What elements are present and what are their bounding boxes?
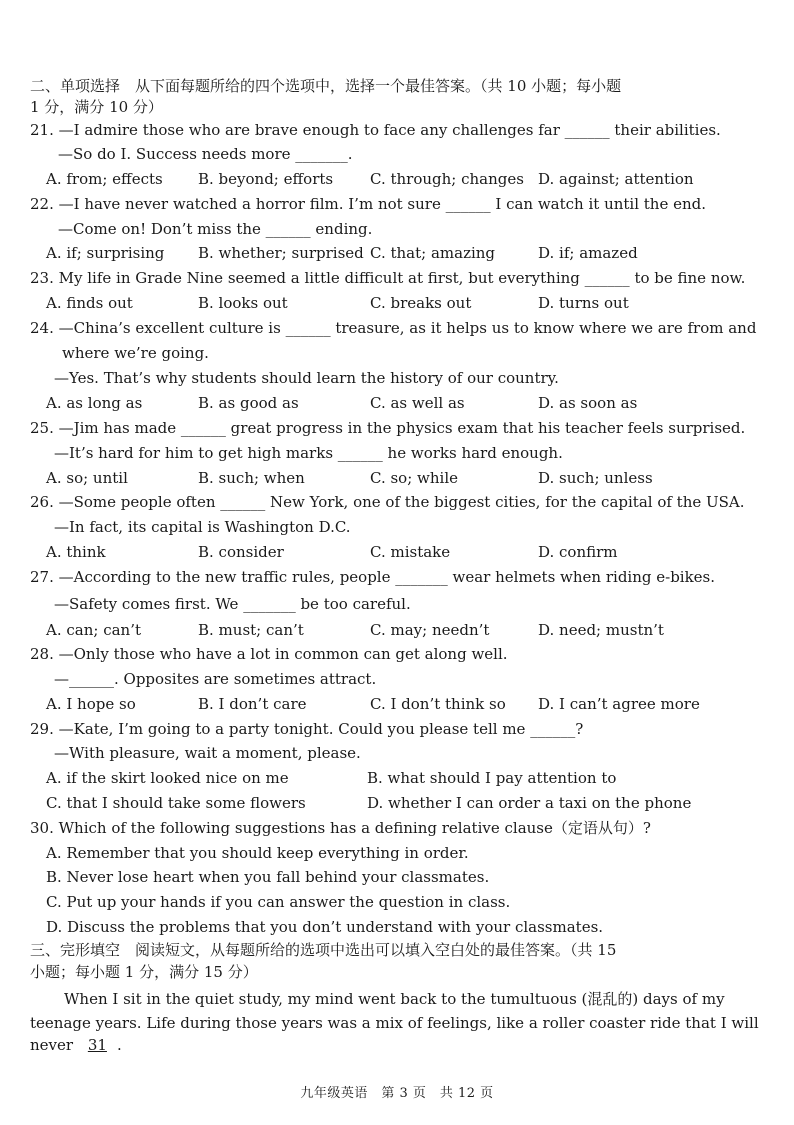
question-26: 26. —Some people often ______ New York, one of the biggest cities, for the capital of the USA. — [30, 493, 745, 511]
section3-heading-cont: 小题；每小题 1 分，满分 15 分） — [30, 963, 258, 981]
q21-option-c[interactable]: C. through; changes — [370, 170, 524, 188]
q24-option-c[interactable]: C. as well as — [370, 394, 465, 412]
section2-heading: 二、单项选择 从下面每题所给的四个选项中，选择一个最佳答案。（共 10 小题；每小题 — [30, 77, 622, 95]
q26-option-d[interactable]: D. confirm — [538, 543, 618, 561]
question-23: 23. My life in Grade Nine seemed a little difficult at first, but everything ______ to be fine now. — [30, 269, 746, 287]
passage-line-3 — [30, 1035, 122, 1055]
question-25: 25. —Jim has made ______ great progress in the physics exam that his teacher feels surprised. — [30, 419, 746, 437]
q28-option-b[interactable]: B. I don’t care — [198, 695, 307, 713]
question-25-reply: —It’s hard for him to get high marks ______ he works hard enough. — [54, 444, 563, 462]
q29-option-a[interactable]: A. if the skirt looked nice on me — [46, 769, 289, 787]
page-footer: 九年级英语 第 3 页 共 12 页 — [300, 1086, 494, 1101]
question-22-reply: —Come on! Don’t miss the ______ ending. — [58, 220, 373, 238]
section3-heading: 三、完形填空 阅读短文，从每题所给的选项中选出可以填入空白处的最佳答案。（共 15 — [30, 941, 617, 959]
question-24: 24. —China’s excellent culture is ______ treasure, as it helps us to know where we are from and — [30, 319, 757, 337]
q27-option-d[interactable]: D. need; mustn’t — [538, 621, 664, 639]
q30-option-a[interactable]: A. Remember that you should keep everything in order. — [46, 844, 469, 862]
question-29: 29. —Kate, I’m going to a party tonight. Could you please tell me ______? — [30, 720, 584, 738]
question-22: 22. —I have never watched a horror film. I’m not sure ______ I can watch it until the end. — [30, 195, 707, 213]
section2-heading-cont: 1 分，满分 10 分） — [30, 98, 163, 116]
q29-option-c[interactable]: C. that I should take some flowers — [46, 794, 306, 812]
q22-option-b[interactable]: B. whether; surprised — [198, 244, 364, 262]
question-29-reply: —With pleasure, wait a moment, please. — [54, 744, 361, 762]
q23-option-c[interactable]: C. breaks out — [370, 294, 472, 312]
q22-option-d[interactable]: D. if; amazed — [538, 244, 638, 262]
question-24-cont: where we’re going. — [62, 344, 209, 362]
q29-option-d[interactable]: D. whether I can order a taxi on the phone — [367, 794, 692, 812]
question-26-reply: —In fact, its capital is Washington D.C. — [54, 518, 351, 536]
passage-period: . — [116, 1036, 122, 1054]
q28-option-d[interactable]: D. I can’t agree more — [538, 695, 700, 713]
blank-31[interactable]: 31 — [87, 1036, 107, 1054]
passage-line-1: When I sit in the quiet study, my mind went back to the tumultuous (混乱的) days of my — [64, 990, 725, 1008]
question-28-reply: —______. Opposites are sometimes attract. — [54, 670, 377, 688]
question-28: 28. —Only those who have a lot in common can get along well. — [30, 645, 508, 663]
q29-option-b[interactable]: B. what should I pay attention to — [367, 769, 617, 787]
q28-option-c[interactable]: C. I don’t think so — [370, 695, 506, 713]
q30-option-d[interactable]: D. Discuss the problems that you don’t understand with your classmates. — [46, 918, 604, 936]
q23-option-d[interactable]: D. turns out — [538, 294, 629, 312]
question-27-reply: —Safety comes first. We _______ be too careful. — [54, 595, 411, 613]
q27-option-b[interactable]: B. must; can’t — [198, 621, 304, 639]
q25-option-d[interactable]: D. such; unless — [538, 469, 653, 487]
q26-option-a[interactable]: A. think — [46, 543, 106, 561]
question-21: 21. —I admire those who are brave enough to face any challenges far ______ their abilities. — [30, 121, 721, 139]
q26-option-b[interactable]: B. consider — [198, 543, 284, 561]
q22-option-c[interactable]: C. that; amazing — [370, 244, 496, 262]
q27-option-a[interactable]: A. can; can’t — [46, 621, 141, 639]
q23-option-b[interactable]: B. looks out — [198, 294, 288, 312]
q27-option-c[interactable]: C. may; needn’t — [370, 621, 490, 639]
q21-option-b[interactable]: B. beyond; efforts — [198, 170, 334, 188]
q28-option-a[interactable]: A. I hope so — [46, 695, 136, 713]
q21-option-a[interactable]: A. from; effects — [46, 170, 163, 188]
q25-option-a[interactable]: A. so; until — [46, 469, 128, 487]
q22-option-a[interactable]: A. if; surprising — [46, 244, 165, 262]
q25-option-c[interactable]: C. so; while — [370, 469, 459, 487]
question-30: 30. Which of the following suggestions has a defining relative clause（定语从句）? — [30, 819, 651, 837]
q24-option-d[interactable]: D. as soon as — [538, 394, 638, 412]
q25-option-b[interactable]: B. such; when — [198, 469, 305, 487]
q26-option-c[interactable]: C. mistake — [370, 543, 451, 561]
question-27: 27. —According to the new traffic rules, people _______ wear helmets when riding e-bikes. — [30, 568, 716, 586]
q24-option-a[interactable]: A. as long as — [46, 394, 143, 412]
passage-line-2: teenage years. Life during those years was a mix of feelings, like a roller coaster ride that I will — [30, 1014, 759, 1032]
q23-option-a[interactable]: A. finds out — [46, 294, 133, 312]
q21-option-d[interactable]: D. against; attention — [538, 170, 694, 188]
question-21-reply: —So do I. Success needs more _______. — [58, 145, 353, 163]
q30-option-c[interactable]: C. Put up your hands if you can answer the question in class. — [46, 893, 511, 911]
passage-text: never — [30, 1036, 74, 1054]
q24-option-b[interactable]: B. as good as — [198, 394, 299, 412]
question-24-reply: —Yes. That’s why students should learn the history of our country. — [54, 369, 559, 387]
q30-option-b[interactable]: B. Never lose heart when you fall behind your classmates. — [46, 868, 490, 886]
